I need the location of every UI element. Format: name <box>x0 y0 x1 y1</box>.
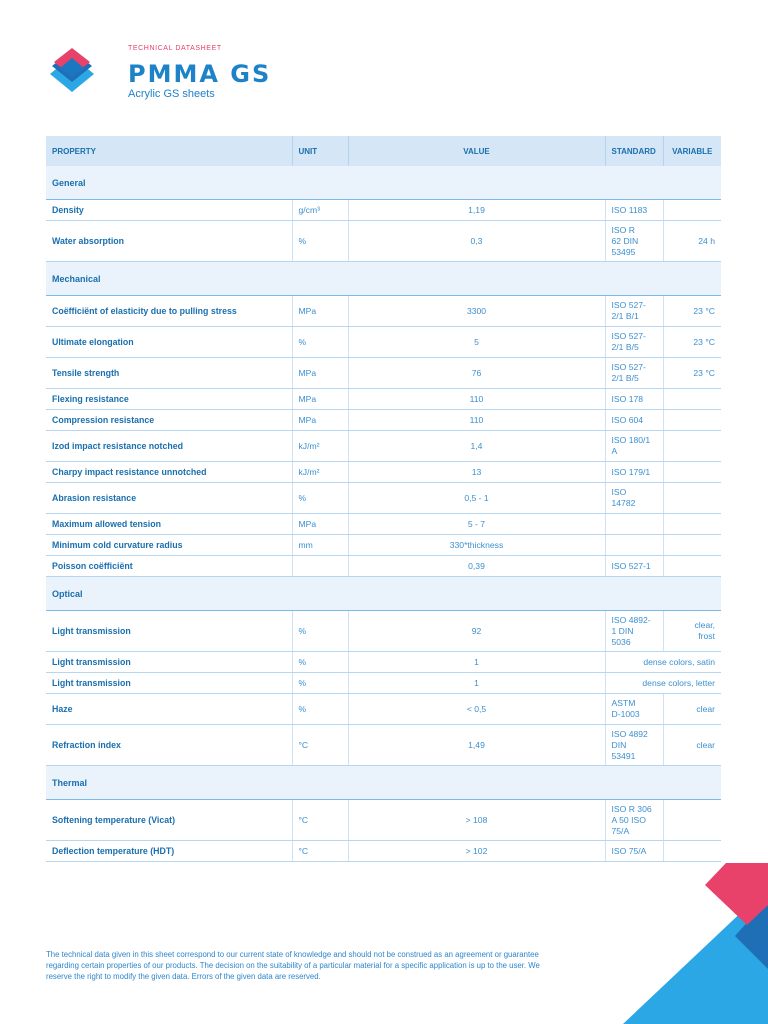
table-row <box>46 725 721 766</box>
brand-logo-icon <box>46 46 98 102</box>
value-cell: 110 <box>348 410 605 431</box>
unit-cell: MPa <box>292 296 348 327</box>
value-cell: < 0,5 <box>348 694 605 725</box>
table-body <box>46 166 721 862</box>
standard-cell <box>605 535 663 556</box>
section-title: Optical <box>46 577 721 611</box>
disclaimer-text: The technical data given in this sheet correspond to our current state of knowledge and should not be construed as an agreement or guarantee regarding certain properties of our products. The decision on the suitability of a particular material for a specific application is up to the user. We reserve the right to modify the given data. Errors of the given data are reserved. <box>46 950 540 981</box>
unit-cell: % <box>292 221 348 262</box>
property-cell: Flexing resistance <box>46 389 292 410</box>
standard-cell: ISO 179/1 <box>605 462 663 483</box>
section-title: Thermal <box>46 766 721 800</box>
variable-cell <box>663 200 721 221</box>
unit-cell: kJ/m² <box>292 462 348 483</box>
value-cell: 1 <box>348 652 605 673</box>
standard-cell: ISO 4892- 1 DIN 5036 <box>605 611 663 652</box>
property-cell: Ultimate elongation <box>46 327 292 358</box>
unit-cell: % <box>292 327 348 358</box>
unit-cell: kJ/m² <box>292 431 348 462</box>
table-row <box>46 535 721 556</box>
value-cell: 13 <box>348 462 605 483</box>
variable-cell <box>663 410 721 431</box>
standard-cell: ISO 180/1 A <box>605 431 663 462</box>
variable-cell <box>663 514 721 535</box>
variable-cell: clear <box>663 725 721 766</box>
table-row <box>46 389 721 410</box>
variable-cell <box>663 462 721 483</box>
value-cell: > 102 <box>348 841 605 862</box>
standard-variable-cell: dense colors, satin <box>605 652 721 673</box>
standard-cell: ISO 14782 <box>605 483 663 514</box>
page-title: PMMA GS <box>128 60 272 88</box>
property-cell: Refraction index <box>46 725 292 766</box>
unit-cell: g/cm³ <box>292 200 348 221</box>
unit-cell: MPa <box>292 389 348 410</box>
column-header-variable: VARIABLE <box>663 136 721 166</box>
table-row <box>46 800 721 841</box>
unit-cell: mm <box>292 535 348 556</box>
standard-cell: ISO 75/A <box>605 841 663 862</box>
property-cell: Abrasion resistance <box>46 483 292 514</box>
unit-cell: % <box>292 611 348 652</box>
property-cell: Deflection temperature (HDT) <box>46 841 292 862</box>
variable-cell: 23 °C <box>663 327 721 358</box>
standard-cell: ISO 527- 2/1 B/5 <box>605 327 663 358</box>
standard-variable-cell: dense colors, letter <box>605 673 721 694</box>
variable-cell <box>663 389 721 410</box>
standard-cell: ASTM D-1003 <box>605 694 663 725</box>
standard-cell: ISO 178 <box>605 389 663 410</box>
variable-cell <box>663 431 721 462</box>
variable-cell: 24 h <box>663 221 721 262</box>
property-cell: Light transmission <box>46 611 292 652</box>
property-cell: Coëfficiënt of elasticity due to pulling stress <box>46 296 292 327</box>
variable-cell <box>663 556 721 577</box>
value-cell: 76 <box>348 358 605 389</box>
variable-cell <box>663 800 721 841</box>
property-cell: Maximum allowed tension <box>46 514 292 535</box>
table-row <box>46 611 721 652</box>
variable-cell: 23 °C <box>663 358 721 389</box>
column-header-standard: STANDARD <box>605 136 663 166</box>
unit-cell: °C <box>292 725 348 766</box>
table-row <box>46 200 721 221</box>
section-title: General <box>46 166 721 200</box>
value-cell: 1,19 <box>348 200 605 221</box>
column-header-value: VALUE <box>348 136 605 166</box>
variable-cell: clear, frost <box>663 611 721 652</box>
value-cell: > 108 <box>348 800 605 841</box>
table-row <box>46 652 721 673</box>
unit-cell: MPa <box>292 410 348 431</box>
property-cell: Light transmission <box>46 673 292 694</box>
standard-cell: ISO 4892 DIN 53491 <box>605 725 663 766</box>
standard-cell: ISO 527-1 <box>605 556 663 577</box>
property-cell: Minimum cold curvature radius <box>46 535 292 556</box>
value-cell: 110 <box>348 389 605 410</box>
property-cell: Softening temperature (Vicat) <box>46 800 292 841</box>
unit-cell: °C <box>292 841 348 862</box>
unit-cell: % <box>292 483 348 514</box>
property-cell: Light transmission <box>46 652 292 673</box>
value-cell: 1 <box>348 673 605 694</box>
standard-cell: ISO 527- 2/1 B/1 <box>605 296 663 327</box>
variable-cell: clear <box>663 694 721 725</box>
table-header-row <box>46 136 721 166</box>
property-cell: Density <box>46 200 292 221</box>
table-row <box>46 673 721 694</box>
standard-cell: ISO 527- 2/1 B/5 <box>605 358 663 389</box>
unit-cell: MPa <box>292 358 348 389</box>
value-cell: 92 <box>348 611 605 652</box>
page-subtitle: Acrylic GS sheets <box>128 88 215 100</box>
standard-cell: ISO 1183 <box>605 200 663 221</box>
table-row <box>46 462 721 483</box>
table-row <box>46 327 721 358</box>
unit-cell: °C <box>292 800 348 841</box>
value-cell: 1,49 <box>348 725 605 766</box>
value-cell: 0,3 <box>348 221 605 262</box>
table-row <box>46 410 721 431</box>
value-cell: 1,4 <box>348 431 605 462</box>
standard-cell: ISO R 306 A 50 ISO 75/A <box>605 800 663 841</box>
section-title: Mechanical <box>46 262 721 296</box>
property-cell: Haze <box>46 694 292 725</box>
value-cell: 0,5 - 1 <box>348 483 605 514</box>
column-header-property: PROPERTY <box>46 136 292 166</box>
unit-cell: % <box>292 673 348 694</box>
table-row <box>46 841 721 862</box>
section-row <box>46 766 721 800</box>
table-row <box>46 483 721 514</box>
corner-decoration-icon <box>623 859 768 1024</box>
properties-table <box>46 136 721 862</box>
section-row <box>46 577 721 611</box>
unit-cell: % <box>292 652 348 673</box>
property-cell: Charpy impact resistance unnotched <box>46 462 292 483</box>
column-header-unit: UNIT <box>292 136 348 166</box>
table-row <box>46 221 721 262</box>
value-cell: 5 <box>348 327 605 358</box>
table-row <box>46 556 721 577</box>
property-cell: Izod impact resistance notched <box>46 431 292 462</box>
standard-cell: ISO R 62 DIN 53495 <box>605 221 663 262</box>
variable-cell: 23 °C <box>663 296 721 327</box>
table-row <box>46 514 721 535</box>
table-row <box>46 431 721 462</box>
table-row <box>46 296 721 327</box>
value-cell: 330*thickness <box>348 535 605 556</box>
property-cell: Poisson coëfficiënt <box>46 556 292 577</box>
unit-cell <box>292 556 348 577</box>
section-row <box>46 166 721 200</box>
property-cell: Compression resistance <box>46 410 292 431</box>
datasheet-eyebrow: TECHNICAL DATASHEET <box>128 45 222 52</box>
table-row <box>46 358 721 389</box>
standard-cell <box>605 514 663 535</box>
value-cell: 3300 <box>348 296 605 327</box>
standard-cell: ISO 604 <box>605 410 663 431</box>
variable-cell <box>663 535 721 556</box>
unit-cell: % <box>292 694 348 725</box>
section-row <box>46 262 721 296</box>
table-row <box>46 694 721 725</box>
property-cell: Tensile strength <box>46 358 292 389</box>
value-cell: 0,39 <box>348 556 605 577</box>
unit-cell: MPa <box>292 514 348 535</box>
property-cell: Water absorption <box>46 221 292 262</box>
value-cell: 5 - 7 <box>348 514 605 535</box>
variable-cell <box>663 483 721 514</box>
